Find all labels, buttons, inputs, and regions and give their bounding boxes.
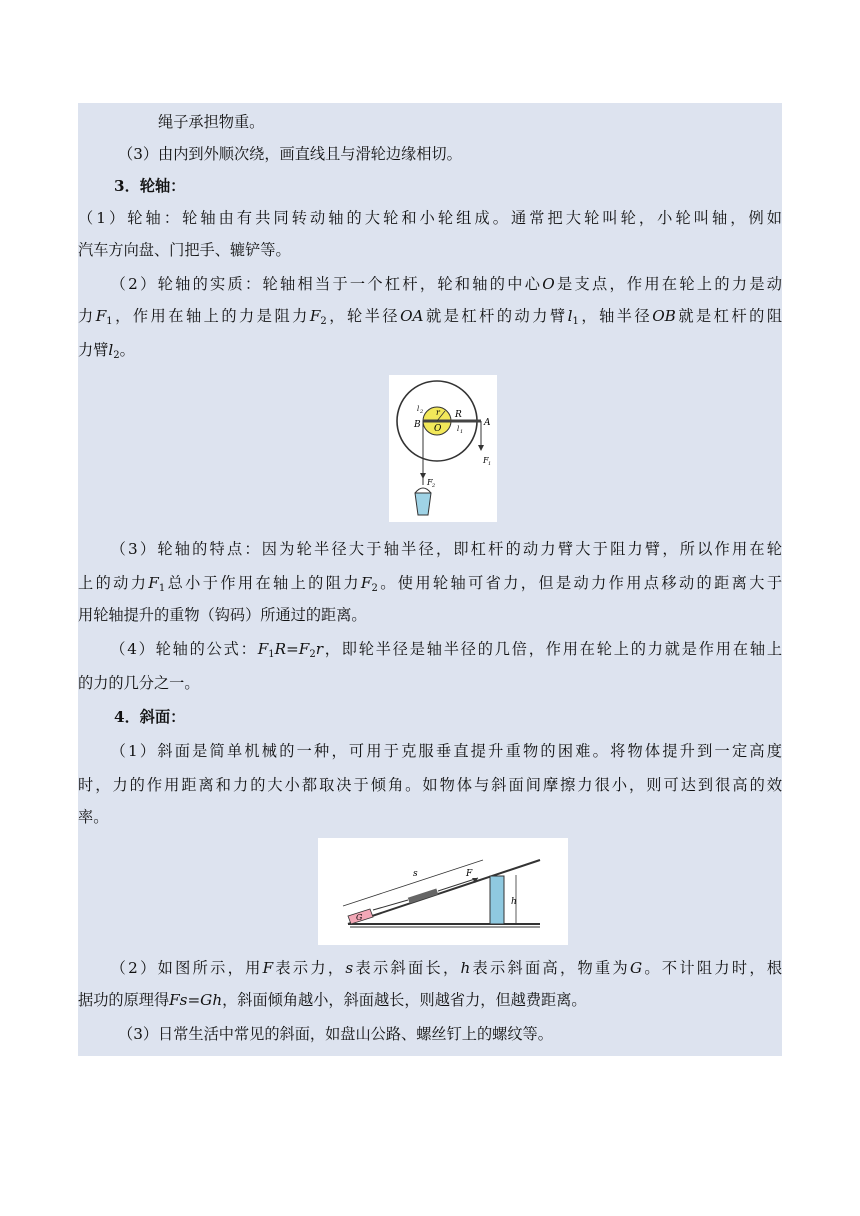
text-line: 绳子承担物重。 (158, 113, 265, 131)
bucket (415, 493, 431, 515)
label-l2: l (417, 405, 420, 413)
section-heading: 4．斜面： (114, 708, 186, 726)
label-A: A (484, 418, 491, 428)
text-line: 用轮轴提升的重物（钩码）所通过的距离。 (78, 606, 367, 624)
text-line: 的力的几分之一。 (78, 674, 200, 692)
label-F1: F (483, 456, 489, 465)
svg-text:2: 2 (432, 483, 436, 489)
text-line: （1）斜面是简单机械的一种，可用于克服垂直提升重物的困难。将物体提升到一定高度 (108, 742, 782, 760)
label-r: r (436, 408, 440, 417)
text-line: （3）由内到外顺次绕，画直线且与滑轮边缘相切。 (118, 145, 462, 163)
label-F: F (466, 869, 473, 879)
svg-text:2: 2 (420, 409, 424, 415)
label-F2: F (427, 478, 433, 487)
svg-text:1: 1 (460, 429, 464, 435)
text-line: 力$F_1$，作用在轴上的力是阻力$F_2$，轮半径OA就是杠杆的动力臂$l_1$，轴半径OB就是杠杆的阻 (78, 307, 783, 327)
text-line: 率。 (78, 808, 109, 826)
pillar (490, 876, 504, 924)
section-heading: 3．轮轴： (114, 177, 186, 195)
label-h: h (511, 897, 517, 907)
text-line: （4）轮轴的公式：$F_1R=F_2r$，即轮半径是轴半径的几倍，作用在轮上的力就是作用在轴上 (108, 640, 783, 660)
slope-line (348, 860, 540, 924)
text-line: 据功的原理得Fs=Gh，斜面倾角越小，斜面越长，则越省力，但越费距离。 (78, 991, 587, 1009)
label-G: G (356, 913, 363, 922)
text-line: 上的动力$F_1$总小于作用在轴上的阻力$F_2$。使用轮轴可省力，但是动力作用点移动的距离大于 (78, 574, 783, 594)
svg-text:1: 1 (488, 461, 492, 467)
label-O: O (434, 424, 442, 434)
incline-figure (318, 838, 568, 945)
text-line: （1）轮轴：轮轴由有共同转动轴的大轮和小轮组成。通常把大轮叫轮，小轮叫轴，例如 (78, 209, 782, 227)
text-line: （2）轮轴的实质：轮轴相当于一个杠杆，轮和轴的中心O是支点，作用在轮上的力是动 (108, 275, 782, 293)
text-line: 时，力的作用距离和力的大小都取决于倾角。如物体与斜面间摩擦力很小，则可达到很高的效 (78, 776, 782, 794)
label-s: s (413, 869, 418, 879)
text-line: 力臂$l_2$。 (78, 341, 135, 361)
text-line: （3）轮轴的特点：因为轮半径大于轴半径，即杠杆的动力臂大于阻力臂，所以作用在轮 (108, 540, 782, 558)
label-R: R (455, 410, 462, 420)
content-panel (78, 103, 782, 1056)
text-line: （2）如图所示，用F表示力，s表示斜面长，h表示斜面高，物重为G。不计阻力时，根 (108, 959, 783, 977)
wheel-axle-figure (389, 375, 497, 522)
label-B: B (414, 420, 421, 430)
text-line: 汽车方向盘、门把手、辘铲等。 (78, 241, 291, 259)
label-l1: l (457, 425, 460, 433)
text-line: （3）日常生活中常见的斜面，如盘山公路、螺丝钉上的螺纹等。 (118, 1025, 553, 1043)
